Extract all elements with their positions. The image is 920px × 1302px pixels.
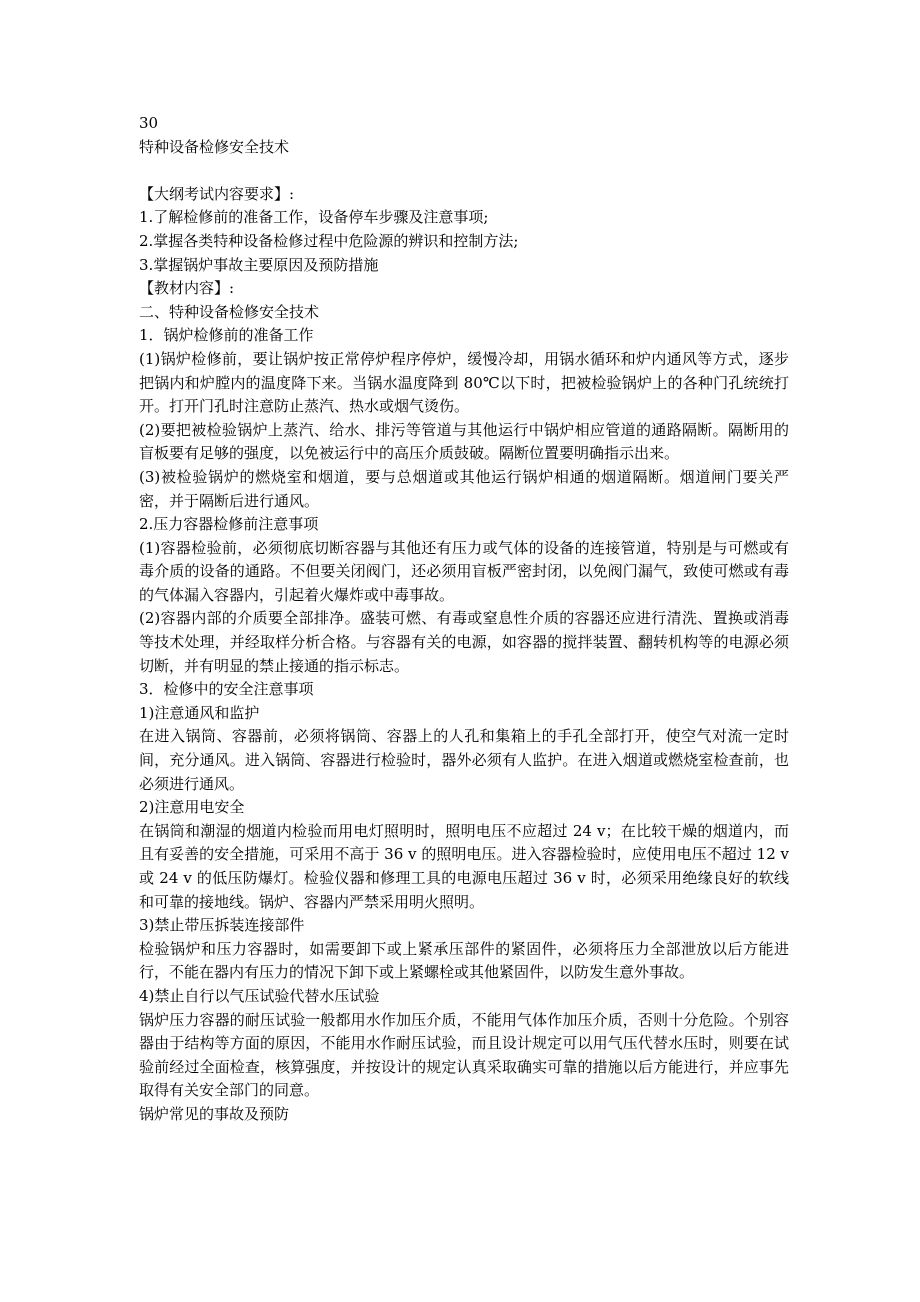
item-title: 4)禁止自行以气压试验代替水压试验 — [139, 986, 380, 1005]
section-title: 二、特种设备检修安全技术 — [139, 302, 320, 321]
syllabus-heading: 【大纲考试内容要求】: — [139, 184, 295, 203]
body-paragraph: 在进入锅筒、容器前，必须将锅筒、容器上的人孔和集箱上的手孔全部打开，使空气对流一定时间，充分通风。进入锅筒、容器进行检验时，器外必须有人监护。在进入烟道或燃烧室检查前，也必须进行通风。 — [139, 727, 789, 793]
body-paragraph: 锅炉压力容器的耐压试验一般都用水作加压介质，不能用气体作加压介质，否则十分危险。个别容器由于结构等方面的原因，不能用水作耐压试验，而且设计规定可以用气压代替水压时，则要在试验前经过全面检查，核算强度，并按设计的规定认真采取确实可靠的措施以后方能进行，并应事先取得有关安全部门的同意。 — [139, 1010, 789, 1100]
subsection-title: 1．锅炉检修前的准备工作 — [139, 326, 314, 345]
item-title: 1)注意通风和监护 — [139, 703, 260, 722]
closing-heading: 锅炉常见的事故及预防 — [139, 1104, 290, 1123]
spacer — [139, 159, 789, 183]
subsection-title: 2.压力容器检修前注意事项 — [139, 515, 319, 534]
body-paragraph: (1)锅炉检修前，要让锅炉按正常停炉程序停炉，缓慢冷却，用锅水循环和炉内通风等方式，逐步把锅内和炉膛内的温度降下来。当锅水温度降到 80℃以下时，把被检验锅炉上的各种门孔统统打开。打开门孔时注意防止蒸汽、热水或烟气烫伤。 — [139, 349, 789, 416]
body-paragraph: (3)被检验锅炉的燃烧室和烟道，要与总烟道或其他运行锅炉相通的烟道隔断。烟道闸门要关严密，并于隔断后进行通风。 — [139, 467, 789, 510]
document-title: 特种设备检修安全技术 — [139, 137, 290, 156]
page-number: 30 — [139, 114, 159, 132]
item-title: 2)注意用电安全 — [139, 798, 245, 817]
syllabus-item: 2.掌握各类特种设备检修过程中危险源的辨识和控制方法; — [139, 231, 519, 250]
syllabus-item: 3.掌握锅炉事故主要原因及预防措施 — [139, 255, 379, 274]
syllabus-item: 1.了解检修前的准备工作，设备停车步骤及注意事项; — [139, 208, 489, 227]
body-paragraph: 在锅筒和潮湿的烟道内检验而用电灯照明时，照明电压不应超过 24 v；在比较干燥的烟道内，而且有妥善的安全措施，可采用不高于 36 v 的照明电压。进入容器检验时，应使用电压不超过 12 v 或 24 v 的低压防爆灯。检验仪器和修理工具的电源电压超过 36 v 时，必须采用绝缘良好的软线和可靠的接地线。锅炉、容器内严禁采用明火照明。 — [139, 821, 789, 911]
body-paragraph: (2)要把被检验锅炉上蒸汽、给水、排污等管道与其他运行中锅炉相应管道的通路隔断。隔断用的盲板要有足够的强度，以免被运行中的高压介质鼓破。隔断位置要明确指示出来。 — [139, 420, 789, 463]
body-paragraph: 检验锅炉和压力容器时，如需要卸下或上紧承压部件的紧固件，必须将压力全部泄放以后方能进行，不能在器内有压力的情况下卸下或上紧螺栓或其他紧固件，以防发生意外事故。 — [139, 939, 789, 982]
body-paragraph: (2)容器内部的介质要全部排净。盛装可燃、有毒或窒息性介质的容器还应进行清洗、置换或消毒等技术处理，并经取样分析合格。与容器有关的电源，如容器的搅拌装置、翻转机构等的电源必须切断，并有明显的禁止接通的指示标志。 — [139, 609, 789, 675]
textbook-heading: 【教材内容】: — [139, 279, 235, 298]
body-paragraph: (1)容器检验前，必须彻底切断容器与其他还有压力或气体的设备的连接管道，特别是与可燃或有毒介质的设备的通路。不但要关闭阀门，还必须用盲板严密封闭，以免阀门漏气，致使可燃或有毒的气体漏入容器内，引起着火爆炸或中毒事故。 — [139, 538, 789, 604]
document-page — [139, 112, 789, 1127]
subsection-title: 3．检修中的安全注意事项 — [139, 680, 314, 699]
item-title: 3)禁止带压拆装连接部件 — [139, 916, 305, 935]
